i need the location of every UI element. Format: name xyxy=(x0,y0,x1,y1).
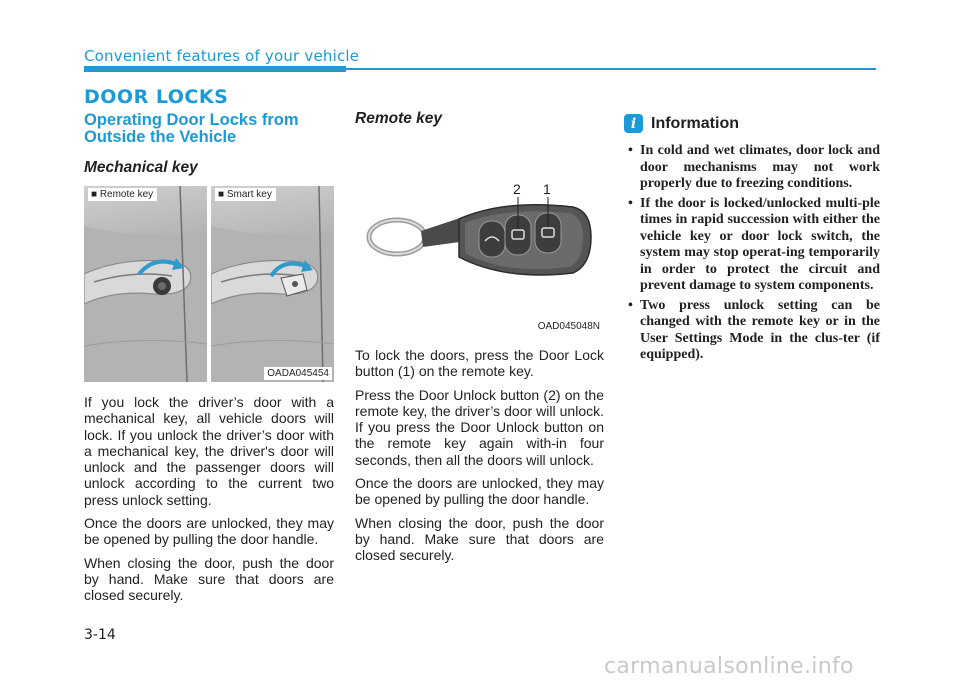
information-header xyxy=(624,114,880,133)
callout-number-1: 1 xyxy=(543,181,551,197)
paragraph: Once the doors are unlocked, they may be opened by pulling the door handle. xyxy=(355,475,604,508)
watermark: carmanualsonline.info xyxy=(604,654,854,679)
column-information xyxy=(624,114,880,367)
paragraph: To lock the doors, press the Door Lock button (1) on the remote key. xyxy=(355,347,604,380)
subheading-remote-key: Remote key xyxy=(355,110,443,127)
figure-code: OADA045454 xyxy=(264,367,332,380)
paragraph: If you lock the driver’s door with a mechanical key, all vehicle doors will lock. If you unlock the driver’s door with a mechanical key, the driver's door will unlock and the passenger doors will unlock according to the current two press unlock setting. xyxy=(84,394,334,508)
page-number: 3-14 xyxy=(84,627,116,643)
list-item: • In cold and wet climates, door lock and door mechanisms may not work properly due to freezing conditions. xyxy=(628,143,880,191)
figure-remote-key xyxy=(355,139,604,335)
callout-number-2: 2 xyxy=(513,181,521,197)
paragraph: When closing the door, push the door by hand. Make sure that doors are closed securely. xyxy=(355,514,604,564)
heading-operating-door-locks: Operating Door Locks from Outside the Vehicle xyxy=(84,111,299,146)
figure-label-remote-key: ■ Remote key xyxy=(88,188,157,201)
door-handle-illustration xyxy=(84,186,207,382)
figure-label-smart-key: ■ Smart key xyxy=(215,188,276,201)
column-remote-key xyxy=(355,110,604,564)
information-title: Information xyxy=(651,114,739,132)
list-item: • If the door is locked/unlocked multi-ple times in rapid succession with either the vehicle key or door lock switch, the system may stop operat-ing temporarily in order to protect the circuit and prevent damage to system components. xyxy=(628,195,880,293)
header-rule-accent xyxy=(84,66,346,72)
figure-remote-key-door xyxy=(84,186,207,382)
door-handle-illustration xyxy=(211,186,334,382)
column-mechanical-key xyxy=(84,112,334,604)
subheading-mechanical-key: Mechanical key xyxy=(84,159,198,176)
figure-door-handle-key xyxy=(84,186,334,382)
paragraph: Press the Door Unlock button (2) on the remote key, the driver’s door will unlock. If you press the Door Unlock button on the remote key again with-in four seconds, then all the doors will unlock. xyxy=(355,386,604,468)
info-icon: i xyxy=(624,114,643,133)
page-header-title: Convenient features of your vehicle xyxy=(84,47,360,65)
list-item: • Two press unlock setting can be changed with the remote key or in the User Settings Mode in the clus-ter (if equipped). xyxy=(628,297,880,362)
paragraph: Once the doors are unlocked, they may be opened by pulling the door handle. xyxy=(84,515,334,548)
section-title: DOOR LOCKS xyxy=(84,86,229,108)
header-rule-line xyxy=(346,68,876,70)
paragraph: When closing the door, push the door by hand. Make sure that doors are closed securely. xyxy=(84,554,334,604)
remote-key-illustration xyxy=(355,139,604,335)
figure-smart-key-door xyxy=(211,186,334,382)
information-list xyxy=(624,143,880,364)
figure-code: OAD045048N xyxy=(535,320,603,333)
